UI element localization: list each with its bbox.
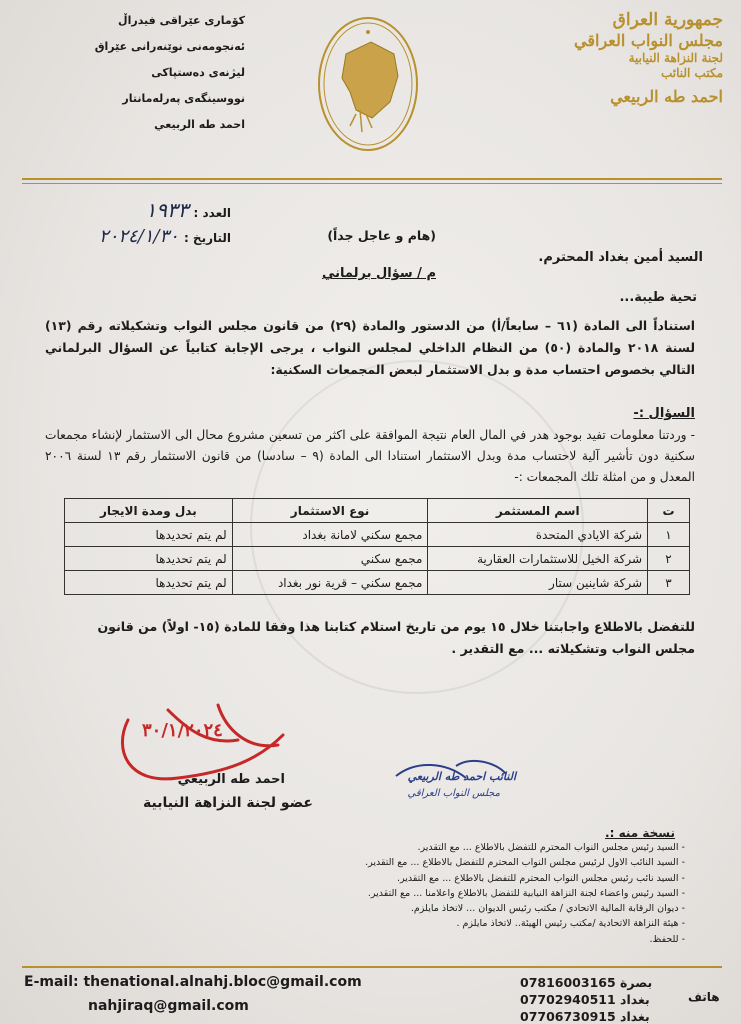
table-cell: شركة الايادي المتحدة bbox=[428, 523, 648, 547]
stamp-line: مجلس النواب العراقي bbox=[407, 788, 500, 799]
table-cell: لم يتم تحديدها bbox=[65, 523, 233, 547]
copies-list bbox=[265, 840, 685, 947]
phone-list bbox=[520, 974, 680, 1024]
table-cell: لم يتم تحديدها bbox=[65, 547, 233, 571]
header-kurdish bbox=[70, 14, 245, 144]
header-line: کۆماری عێراقی فیدراڵ bbox=[118, 14, 245, 27]
lessees-table-wrap bbox=[64, 498, 690, 595]
table-cell: شركة شاينين ستار bbox=[428, 571, 648, 595]
signature-date: ٣٠/١/٢٠٢٤ bbox=[142, 720, 223, 741]
header-line: احمد طه الربيعي bbox=[610, 87, 723, 107]
table-cell: لم يتم تحديدها bbox=[65, 571, 233, 595]
email-label: E-mail: bbox=[24, 974, 79, 990]
phone-entry bbox=[520, 991, 680, 1008]
phone-number[interactable]: 07816003165 bbox=[520, 975, 616, 990]
phone-number[interactable]: 07706730915 bbox=[520, 1009, 616, 1024]
intro-paragraph: استناداً الى المادة (٦١ – سابعاً/أ) من الدستور والمادة (٢٩) من قانون مجلس النواب وتشكيلاته رقم (١٣) لسنة ٢٠١٨ والمادة (٥٠) من النظام الداخلي لمجلس النواب ، يرجى الإجابة كتابياً عن السؤال البرلماني التالي بخصوص احتساب مدة و بدل الاستثمار لبعض المجمعات السكنية: bbox=[45, 318, 695, 377]
email-line bbox=[24, 974, 362, 990]
table-header: نوع الاستثمار bbox=[232, 499, 428, 523]
urgency-note: (هام و عاجل جداً) bbox=[327, 228, 436, 243]
signatory-title: عضو لجنة النزاهة النيابية bbox=[143, 795, 313, 811]
list-item: - ديوان الرقابة المالية الاتحادي / مكتب رئيس الديوان ... لاتخاذ مايلزم. bbox=[410, 903, 685, 915]
number-value: ١٩٣٣ bbox=[145, 198, 189, 222]
header-arabic bbox=[523, 10, 723, 107]
list-item: - للحفظ. bbox=[649, 933, 685, 945]
phone-number[interactable]: 07702940511 bbox=[520, 992, 616, 1007]
closing-paragraph: للتفضل بالاطلاع واجابتنا خلال ١٥ يوم من تاريخ استلام كتابنا هذا وفقا للمادة (١٥- اولاً) من قانون مجلس النواب وتشكيلاته ... مع التقدير . bbox=[97, 619, 695, 656]
header-divider bbox=[22, 183, 722, 184]
list-item: - هيئة النزاهة الاتحادية /مكتب رئيس الهيئة.. لاتخاذ مايلزم . bbox=[456, 918, 685, 930]
table-cell: ١ bbox=[648, 523, 690, 547]
list-item: - السيد نائب رئيس مجلس النواب المحترم للتفضل بالاطلاع ... مع التقدير. bbox=[396, 872, 685, 884]
header-line: ئەنجومەنی نوێنەرانی عێراق bbox=[94, 40, 245, 53]
list-item: - السيد رئيس واعضاء لجنة النزاهة النيابية للتفضل بالاطلاع واعلامنا ... مع التقدير. bbox=[367, 887, 685, 899]
phone-city: بغداد bbox=[620, 1009, 650, 1024]
header-line: لیژنەی دەستپاکی bbox=[151, 66, 245, 79]
question-text: - وردتنا معلومات تفيد بوجود هدر في المال العام نتيجة الموافقة على اكثر من تسعين مشروع محال الى الاستثمار لإنشاء مجمعات سكنية دون تأشير آلية لاحتساب مدة وبدل الاستثمار استنادا الى المادة (٩ – سادسا) من قانون الاستثمار رقم ١٣ لسنة ٢٠٠٦ المعدل و من امثلة تلك المجمعات :- bbox=[45, 428, 696, 484]
table-row bbox=[65, 571, 690, 595]
phone-label: هاتف bbox=[688, 990, 720, 1004]
phone-entry bbox=[520, 1008, 680, 1024]
table-cell: ٢ bbox=[648, 547, 690, 571]
table-cell: شركة الخيل للاستثمارات العقارية bbox=[428, 547, 648, 571]
phone-city: بغداد bbox=[620, 992, 650, 1007]
table-header-row bbox=[65, 499, 690, 523]
number-label: العدد : bbox=[193, 206, 231, 220]
parliament-emblem bbox=[316, 14, 420, 154]
question-label: السؤال :- bbox=[633, 406, 695, 421]
greeting: تحية طيبة... bbox=[619, 290, 697, 305]
table-cell: مجمع سكني – قرية نور بغداد bbox=[232, 571, 428, 595]
copies-label: نسخة منه :. bbox=[605, 826, 675, 840]
table-cell: مجمع سكني bbox=[232, 547, 428, 571]
table-header: اسم المستثمر bbox=[428, 499, 648, 523]
header-line: مجلس النواب العراقي bbox=[574, 31, 723, 51]
header-line: لجنة النزاهة النيابية bbox=[628, 51, 723, 66]
phone-city: بصرة bbox=[620, 975, 653, 990]
list-item: - السيد رئيس مجلس النواب المحترم للتفضل بالاطلاع ... مع التقدير. bbox=[417, 842, 685, 853]
header-line: نووسینگەی پەرلەمانتار bbox=[122, 92, 245, 105]
list-item: - السيد النائب الاول لرئيس مجلس النواب المحترم للتفضل بالاطلاع ... مع التقدير. bbox=[365, 857, 685, 869]
signatory-name: احمد طه الربيعي bbox=[177, 772, 285, 787]
stamp-line: النائب احمد طه الربيعي bbox=[407, 770, 516, 783]
lessees-table bbox=[64, 498, 690, 595]
table-cell: ٣ bbox=[648, 571, 690, 595]
number-line bbox=[51, 198, 231, 222]
email-address-2[interactable]: nahjiraq@gmail.com bbox=[88, 998, 249, 1014]
addressee: السيد أمين بغداد المحترم. bbox=[538, 250, 703, 265]
header-line: احمد طه الربيعي bbox=[154, 118, 245, 131]
header-line: مكتب النائب bbox=[660, 66, 723, 81]
table-row bbox=[65, 523, 690, 547]
phone-entry bbox=[520, 974, 680, 991]
header-divider bbox=[22, 178, 722, 180]
header-line: جمهورية العراق bbox=[612, 10, 723, 30]
email-address[interactable]: thenational.alnahj.bloc@gmail.com bbox=[83, 974, 362, 990]
table-row bbox=[65, 547, 690, 571]
table-cell: مجمع سكني لامانة بغداد bbox=[232, 523, 428, 547]
date-value: ٢٠٢٤/١/٣٠ bbox=[99, 226, 179, 247]
date-label: التاريخ : bbox=[183, 231, 231, 245]
subject: م / سؤال برلماني bbox=[321, 266, 436, 281]
date-line bbox=[41, 226, 231, 247]
table-header: بدل ومدة الايجار bbox=[65, 499, 233, 523]
emblem-icon bbox=[316, 14, 420, 154]
footer-divider bbox=[22, 966, 722, 968]
official-stamp bbox=[356, 756, 536, 818]
table-header: ت bbox=[648, 499, 690, 523]
